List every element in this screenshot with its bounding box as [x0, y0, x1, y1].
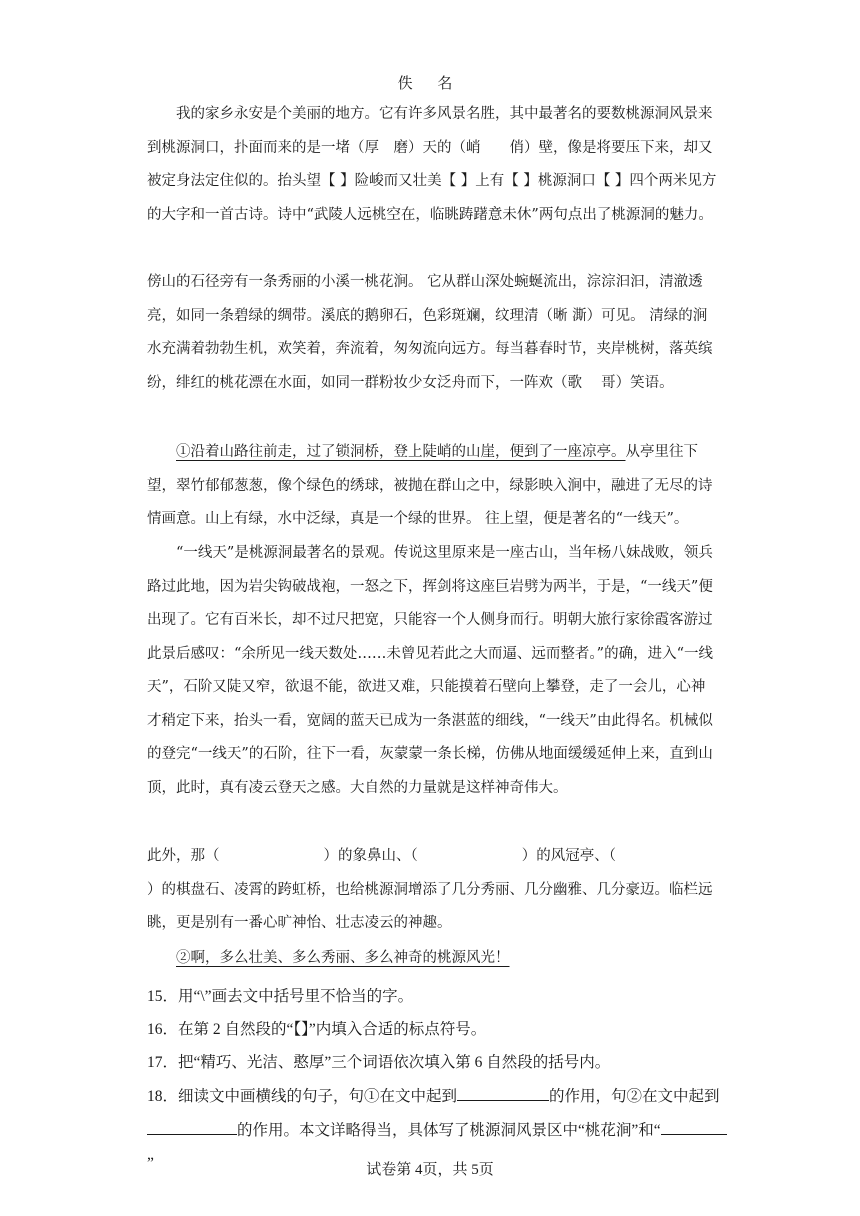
q18-part-c: 的作用。本文详略得当，具体写了桃源洞风景区中“桃花涧”和“	[237, 1121, 661, 1139]
question-17: 17．把“精巧、光洁、憨厚”三个词语依次填入第 6 自然段的括号内。	[147, 1054, 611, 1071]
p5-part-b: ）的象鼻山、（	[323, 848, 418, 864]
answer-line-3	[661, 1120, 727, 1135]
page-footer: 试卷第 4页，共 5页	[366, 1162, 494, 1178]
underlined-sentence-1: ①沿着山路往前走，过了锁洞桥，登上陡峭的山崖，便到了一座凉亭。	[176, 444, 626, 460]
paragraph-6	[147, 942, 717, 976]
answer-line-1	[457, 1086, 549, 1101]
p5-part-c: ）的风冠亭、（	[521, 848, 616, 864]
paragraph-3	[147, 436, 717, 537]
paragraph-4: “一线天”是桃源洞最著名的景观。传说这里原来是一座古山，当年杨八妹战败，领兵路过此地，因为岩尖钩破战袍，一怒之下，挥剑将这座巨岩劈为两半，于是，“一线天”便出现了。它有百米长，却不过尺把宽，只能容一个人侧身而行。明朝大旅行家徐霞客游过此景后感叹：“余所见一线天数处……未曾见若此之大而逼、远而整者。”的确，进入“一线天”，石阶又陡又窄，欲退不能，欲进又难，只能摸着石壁向上攀登，走了一会儿，心神才稍定下来，抬头一看，宽阔的蓝天已成为一条湛蓝的细线，“一线天”由此得名。机械似的登完“一线天”的石阶，往下一看，灰蒙蒙一条长梯，仿佛从地面缓缓延伸上来，直到山顶，此时，真有凌云登天之感。大自然的力量就是这样神奇伟大。	[147, 545, 713, 796]
question-15: 15．用“\”画去文中括号里不恰当的字。	[147, 988, 414, 1005]
answer-line-2	[147, 1120, 237, 1135]
q18-part-a: 18．细读文中画横线的句子，句①在文中起到	[147, 1088, 458, 1105]
p5-part-a: 此外，那（	[147, 848, 220, 864]
paragraph-1: 我的家乡永安是个美丽的地方。它有许多风景名胜，其中最著名的要数桃源洞风景来到桃源洞口，扑面而来的是一堵（厚 磨）天的（峭 俏）壁，像是将要压下来，却又被定身法定住似的。抬头望【 】险峻而又壮美【 】上有【 】桃源洞口【 】四个两米见方的大字和一首古诗。诗中“武陵人远桃空在，临眺踌躇意未休”两句点出了桃源洞的魅力。	[147, 106, 717, 223]
q18-part-b: 的作用，句②在文中起到	[549, 1088, 720, 1105]
question-16: 16．在第 2 自然段的“【】”内填入合适的标点符号。	[147, 1021, 487, 1038]
underlined-sentence-2: ②啊，多么壮美、多么秀丽、多么神奇的桃源风光！	[176, 950, 510, 966]
p5-part-d: ）的棋盘石、凌霄的跨虹桥，也给桃源洞增添了几分秀丽、几分幽雅、几分豪迈。临栏远眺，更是别有一番心旷神怡、壮志凌云的神趣。	[147, 881, 713, 931]
paragraph-3-rest: 从亭里往下望，翠竹郁郁葱葱，像个绿色的绣球，被抛在群山之中，绿影映入涧中，融进了无尽的诗情画意。山上有绿，水中泛绿，真是一个绿的世界。 往上望，便是著名的“一线天”。	[147, 444, 713, 527]
passage-title: 佚 名	[397, 74, 463, 92]
q18-part-d: ”	[147, 1155, 154, 1172]
paragraph-5	[147, 840, 717, 941]
paragraph-2: 傍山的石径旁有一条秀丽的小溪一桃花涧。 它从群山深处蜿蜒流出，淙淙汩汩，清澈透亮，如同一条碧绿的绸带。溪底的鹅卵石，色彩斑斓，纹理清（晰 澌）可见。 清绿的涧水充满着勃勃生机，欢笑着，奔流着，匆匆流向远方。每当暮春时节，夹岸桃树，落英缤纷，绯红的桃花漂在水面，如同一群粉妆少女泛舟而下，一阵欢（歌 哥）笑语。	[147, 274, 713, 391]
